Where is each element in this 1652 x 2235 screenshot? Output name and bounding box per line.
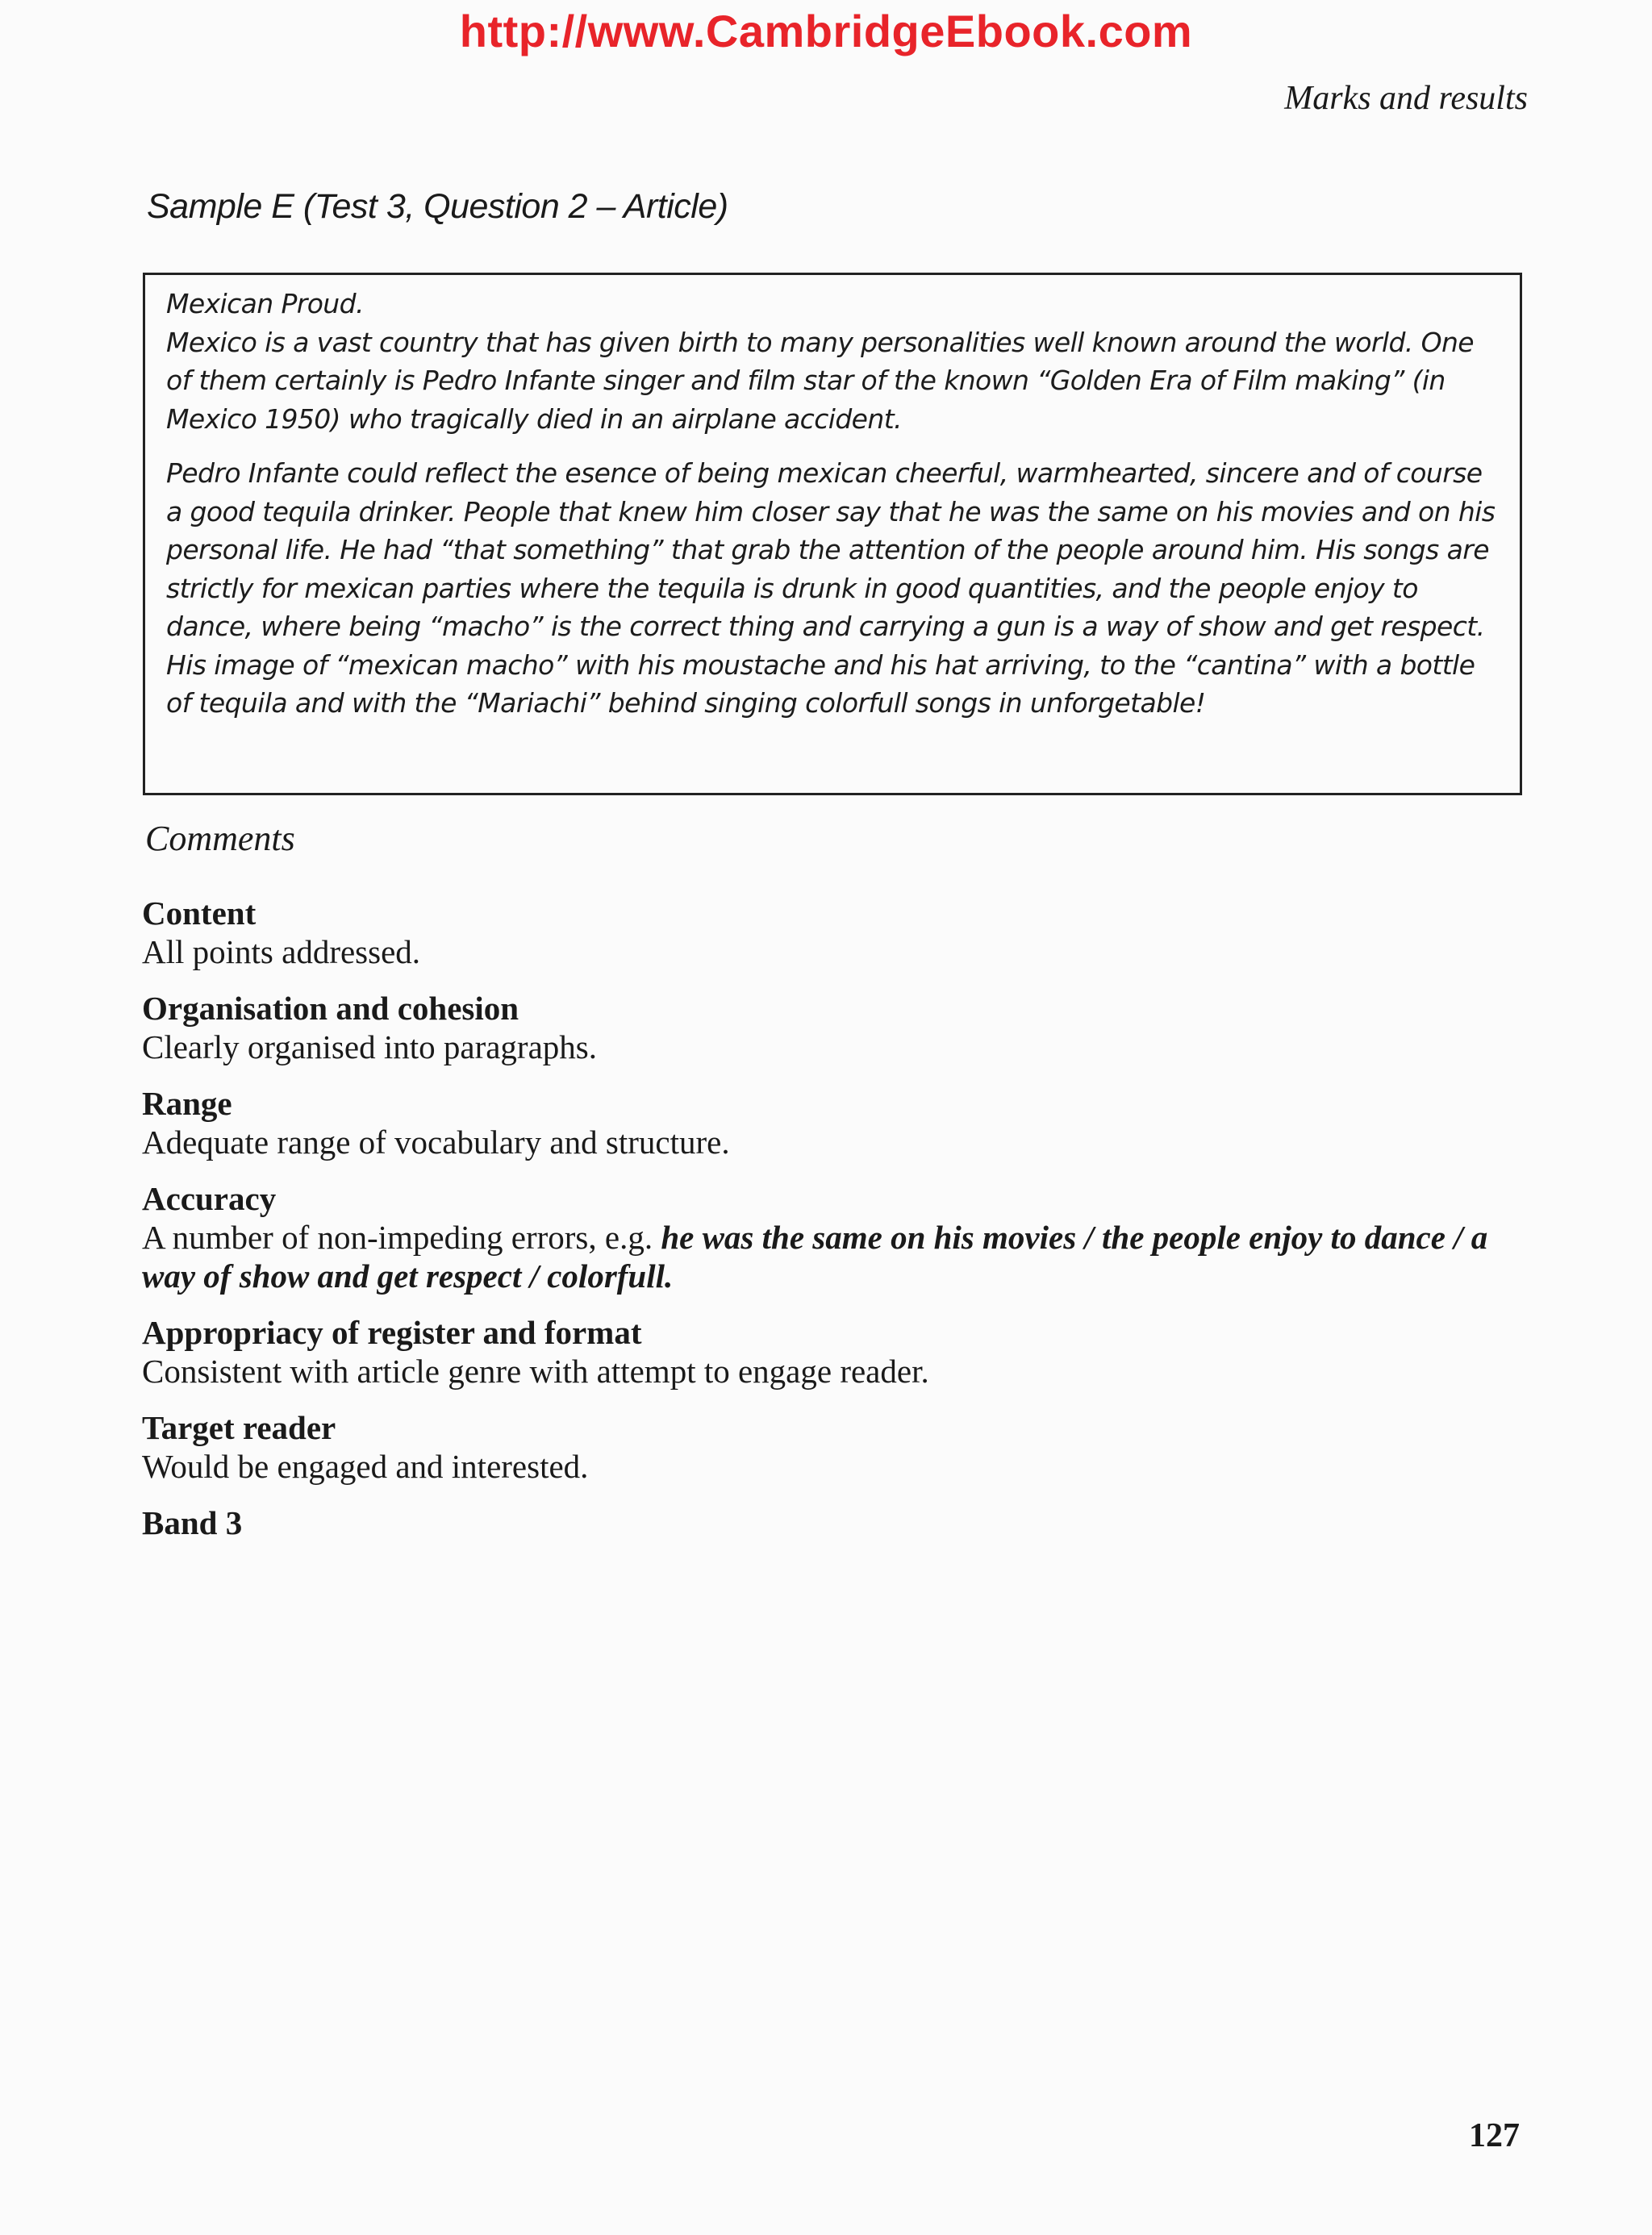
comment-accuracy <box>142 1179 1513 1295</box>
comments-list <box>142 894 1513 1542</box>
essay-paragraph-2: Pedro Infante could reflect the esence of being mexican cheerful, warmhearted, sincere and of course a good tequila drinker. People that knew him closer say that he was the same on his movies and on his personal life. He had “that something” that grab the attention of the people around him. His songs are strictly for mexican parties where the tequila is drunk in good quantities, and the people enjoy to dance, where being “macho” is the correct thing and carrying a gun is a way of show and get respect. His image of “mexican macho” with his moustache and his hat arriving, to the “cantina” with a bottle of tequila and with the “Mariachi” behind singing colorfull songs in unforgetable! <box>166 457 1496 719</box>
comment-heading: Organisation and cohesion <box>142 990 519 1027</box>
comment-heading: Target reader <box>142 1409 336 1446</box>
comment-heading: Content <box>142 894 257 932</box>
comment-heading: Range <box>142 1085 232 1122</box>
essay-paragraph-1 <box>166 285 1500 438</box>
comment-target-reader <box>142 1408 1513 1486</box>
essay-paragraph-1-text: Mexico is a vast country that has given birth to many personalities well known around the world. One of them certainly is Pedro Infante singer and film star of the known “Golden Era of Film making” (in Mexico 1950) who tragically died in an airplane accident. <box>166 326 1474 435</box>
comment-text <box>142 1218 1513 1295</box>
essay-title: Mexican Proud. <box>166 288 364 319</box>
comment-organisation <box>142 989 1513 1066</box>
watermark-url: http://www.CambridgeEbook.com <box>459 6 1193 56</box>
accuracy-prefix: A number of non-impeding errors, e.g. <box>142 1219 653 1256</box>
comment-heading: Appropriacy of register and format <box>142 1314 642 1351</box>
comment-text: Consistent with article genre with attempt to engage reader. <box>142 1353 929 1390</box>
page-number: 127 <box>1469 2117 1520 2154</box>
comments-heading: Comments <box>145 819 295 858</box>
comment-text: Would be engaged and interested. <box>142 1448 589 1485</box>
comment-text: Clearly organised into paragraphs. <box>142 1028 597 1065</box>
comment-content <box>142 894 1513 971</box>
comment-text: All points addressed. <box>142 933 421 970</box>
comment-appropriacy <box>142 1313 1513 1391</box>
running-head: Marks and results <box>1284 80 1528 117</box>
comment-range <box>142 1084 1513 1161</box>
comment-heading: Accuracy <box>142 1180 277 1217</box>
sample-title: Sample E (Test 3, Question 2 – Article) <box>147 187 728 226</box>
essay-box <box>143 273 1522 795</box>
accuracy-examples: he was the same on his movies / the people enjoy to dance / a way of show and get respect / colorfull. <box>142 1219 1488 1295</box>
band-score: Band 3 <box>142 1504 243 1541</box>
comment-text: Adequate range of vocabulary and structure. <box>142 1124 730 1161</box>
